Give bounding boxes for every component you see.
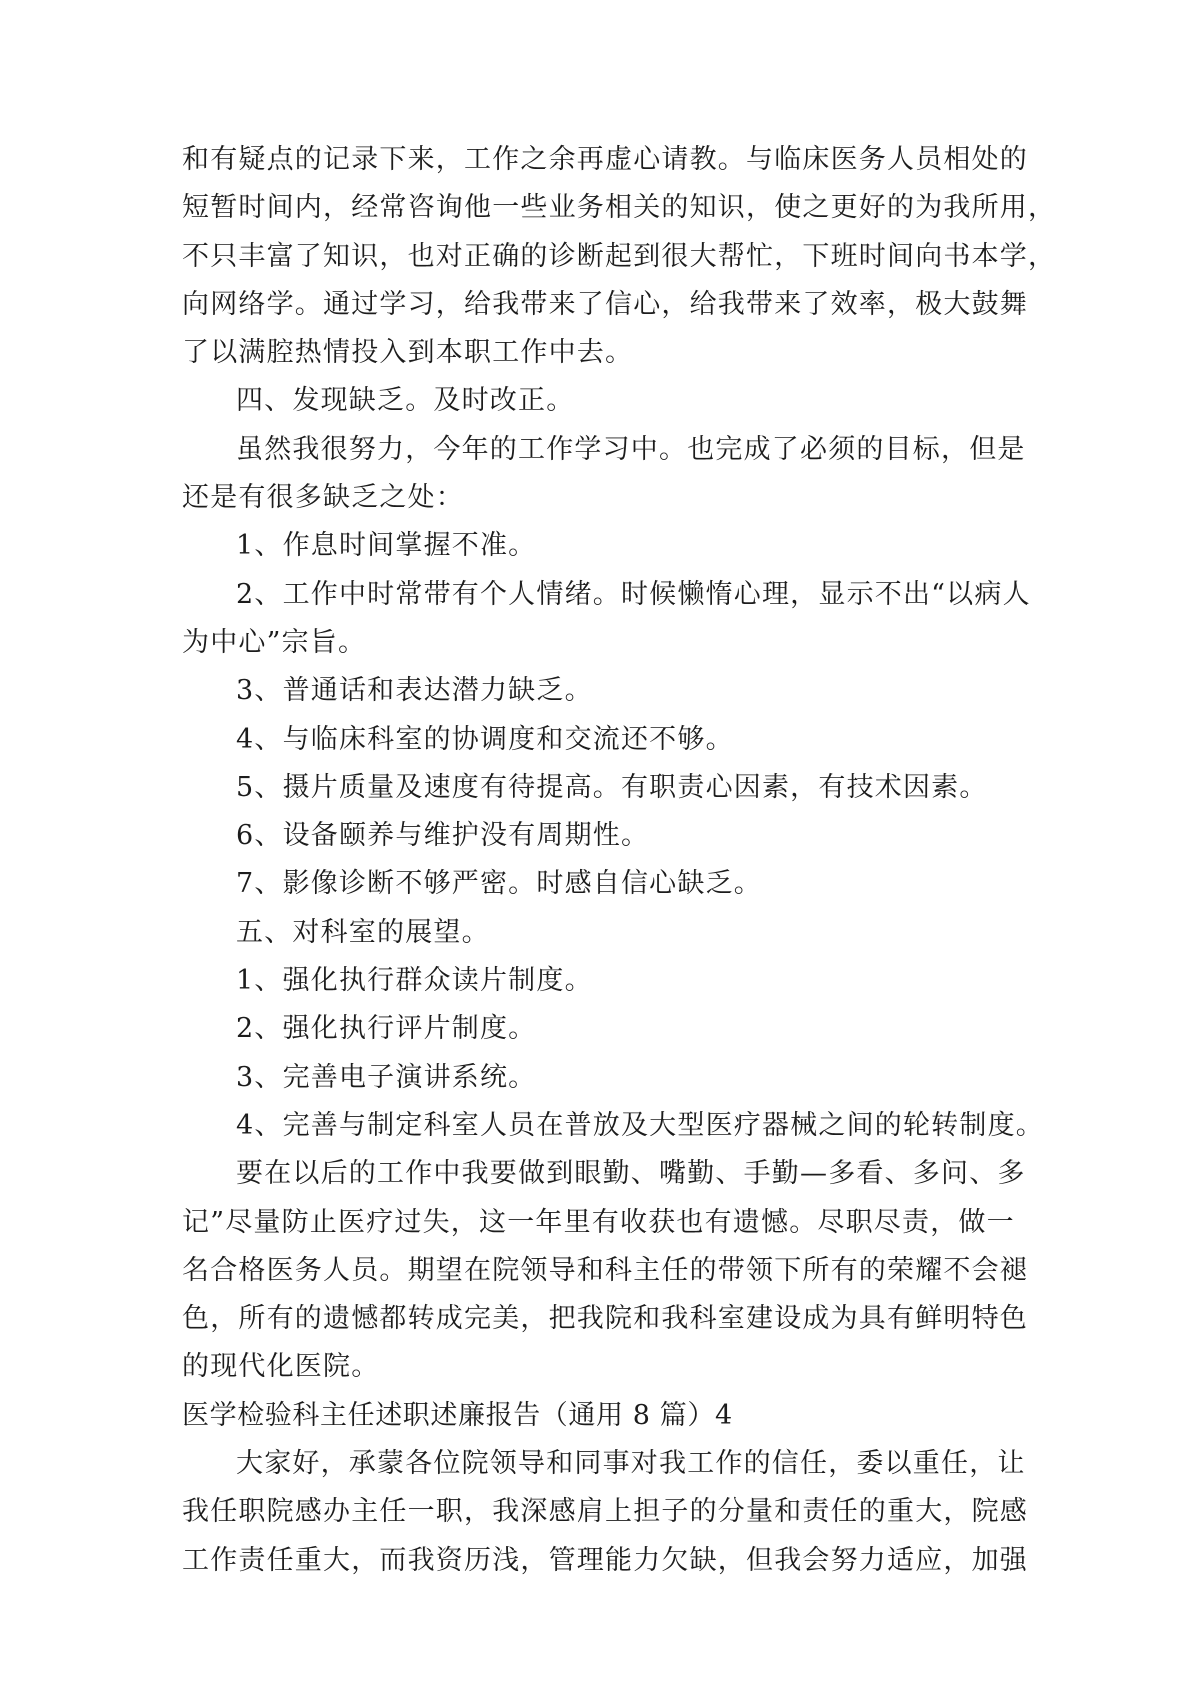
body-text-line: 和有疑点的记录下来，工作之余再虚心请教。与临床医务人员相处的	[182, 144, 1028, 175]
body-text-line: 色，所有的遗憾都转成完美，把我院和我科室建设成为具有鲜明特色	[182, 1303, 1028, 1335]
body-text-line: 的现代化医院。	[182, 1351, 380, 1383]
body-text-line: 向网络学。通过学习，给我带来了信心，给我带来了效率，极大鼓舞	[182, 288, 1028, 320]
list-item: 2、强化执行评片制度。	[236, 1013, 537, 1045]
body-text-line: 为中心”宗旨。	[182, 626, 367, 658]
list-item: 3、完善电子演讲系统。	[236, 1061, 537, 1093]
body-text-line: 还是有很多缺乏之处：	[182, 482, 464, 514]
list-item: 2、工作中时常带有个人情绪。时候懒惰心理，显示不出“以病人	[236, 578, 1031, 610]
list-item: 4、与临床科室的协调度和交流还不够。	[236, 723, 734, 755]
body-text-line: 大家好，承蒙各位院领导和同事对我工作的信任，委以重任，让	[236, 1448, 1026, 1480]
section-heading: 五、对科室的展望。	[236, 916, 490, 948]
list-item: 1、作息时间掌握不准。	[236, 530, 537, 562]
body-text-line: 虽然我很努力，今年的工作学习中。也完成了必须的目标，但是	[236, 433, 1026, 465]
body-text-line: 工作责任重大，而我资历浅，管理能力欠缺，但我会努力适应，加强	[182, 1544, 1028, 1576]
body-text-line: 记”尽量防止医疗过失，这一年里有收获也有遗憾。尽职尽责，做一	[182, 1206, 1015, 1238]
body-text-line: 短暂时间内，经常咨询他一些业务相关的知识，使之更好的为我所用，	[182, 192, 1057, 224]
list-item: 5、摄片质量及速度有待提高。有职责心因素，有技术因素。	[236, 771, 988, 803]
document-body	[182, 136, 1057, 1585]
body-text-line: 不只丰富了知识，也对正确的诊断起到很大帮忙，下班时间向书本学，	[182, 240, 1057, 272]
report-title: 医学检验科主任述职述廉报告（通用 8 篇）4	[182, 1399, 733, 1431]
list-item: 6、设备颐养与维护没有周期性。	[236, 820, 650, 852]
body-text-line: 要在以后的工作中我要做到眼勤、嘴勤、手勤—多看、多问、多	[236, 1158, 1026, 1190]
list-item: 3、普通话和表达潜力缺乏。	[236, 675, 593, 707]
body-text-line: 了以满腔热情投入到本职工作中去。	[182, 337, 634, 369]
body-text-line: 我任职院感办主任一职，我深感肩上担子的分量和责任的重大，院感	[182, 1496, 1028, 1528]
list-item: 1、强化执行群众读片制度。	[236, 965, 593, 997]
list-item: 7、影像诊断不够严密。时感自信心缺乏。	[236, 868, 762, 900]
list-item: 4、完善与制定科室人员在普放及大型医疗器械之间的轮转制度。	[236, 1109, 1044, 1141]
body-text-line: 名合格医务人员。期望在院领导和科主任的带领下所有的荣耀不会褪	[182, 1254, 1028, 1286]
section-heading: 四、发现缺乏。及时改正。	[236, 385, 575, 417]
